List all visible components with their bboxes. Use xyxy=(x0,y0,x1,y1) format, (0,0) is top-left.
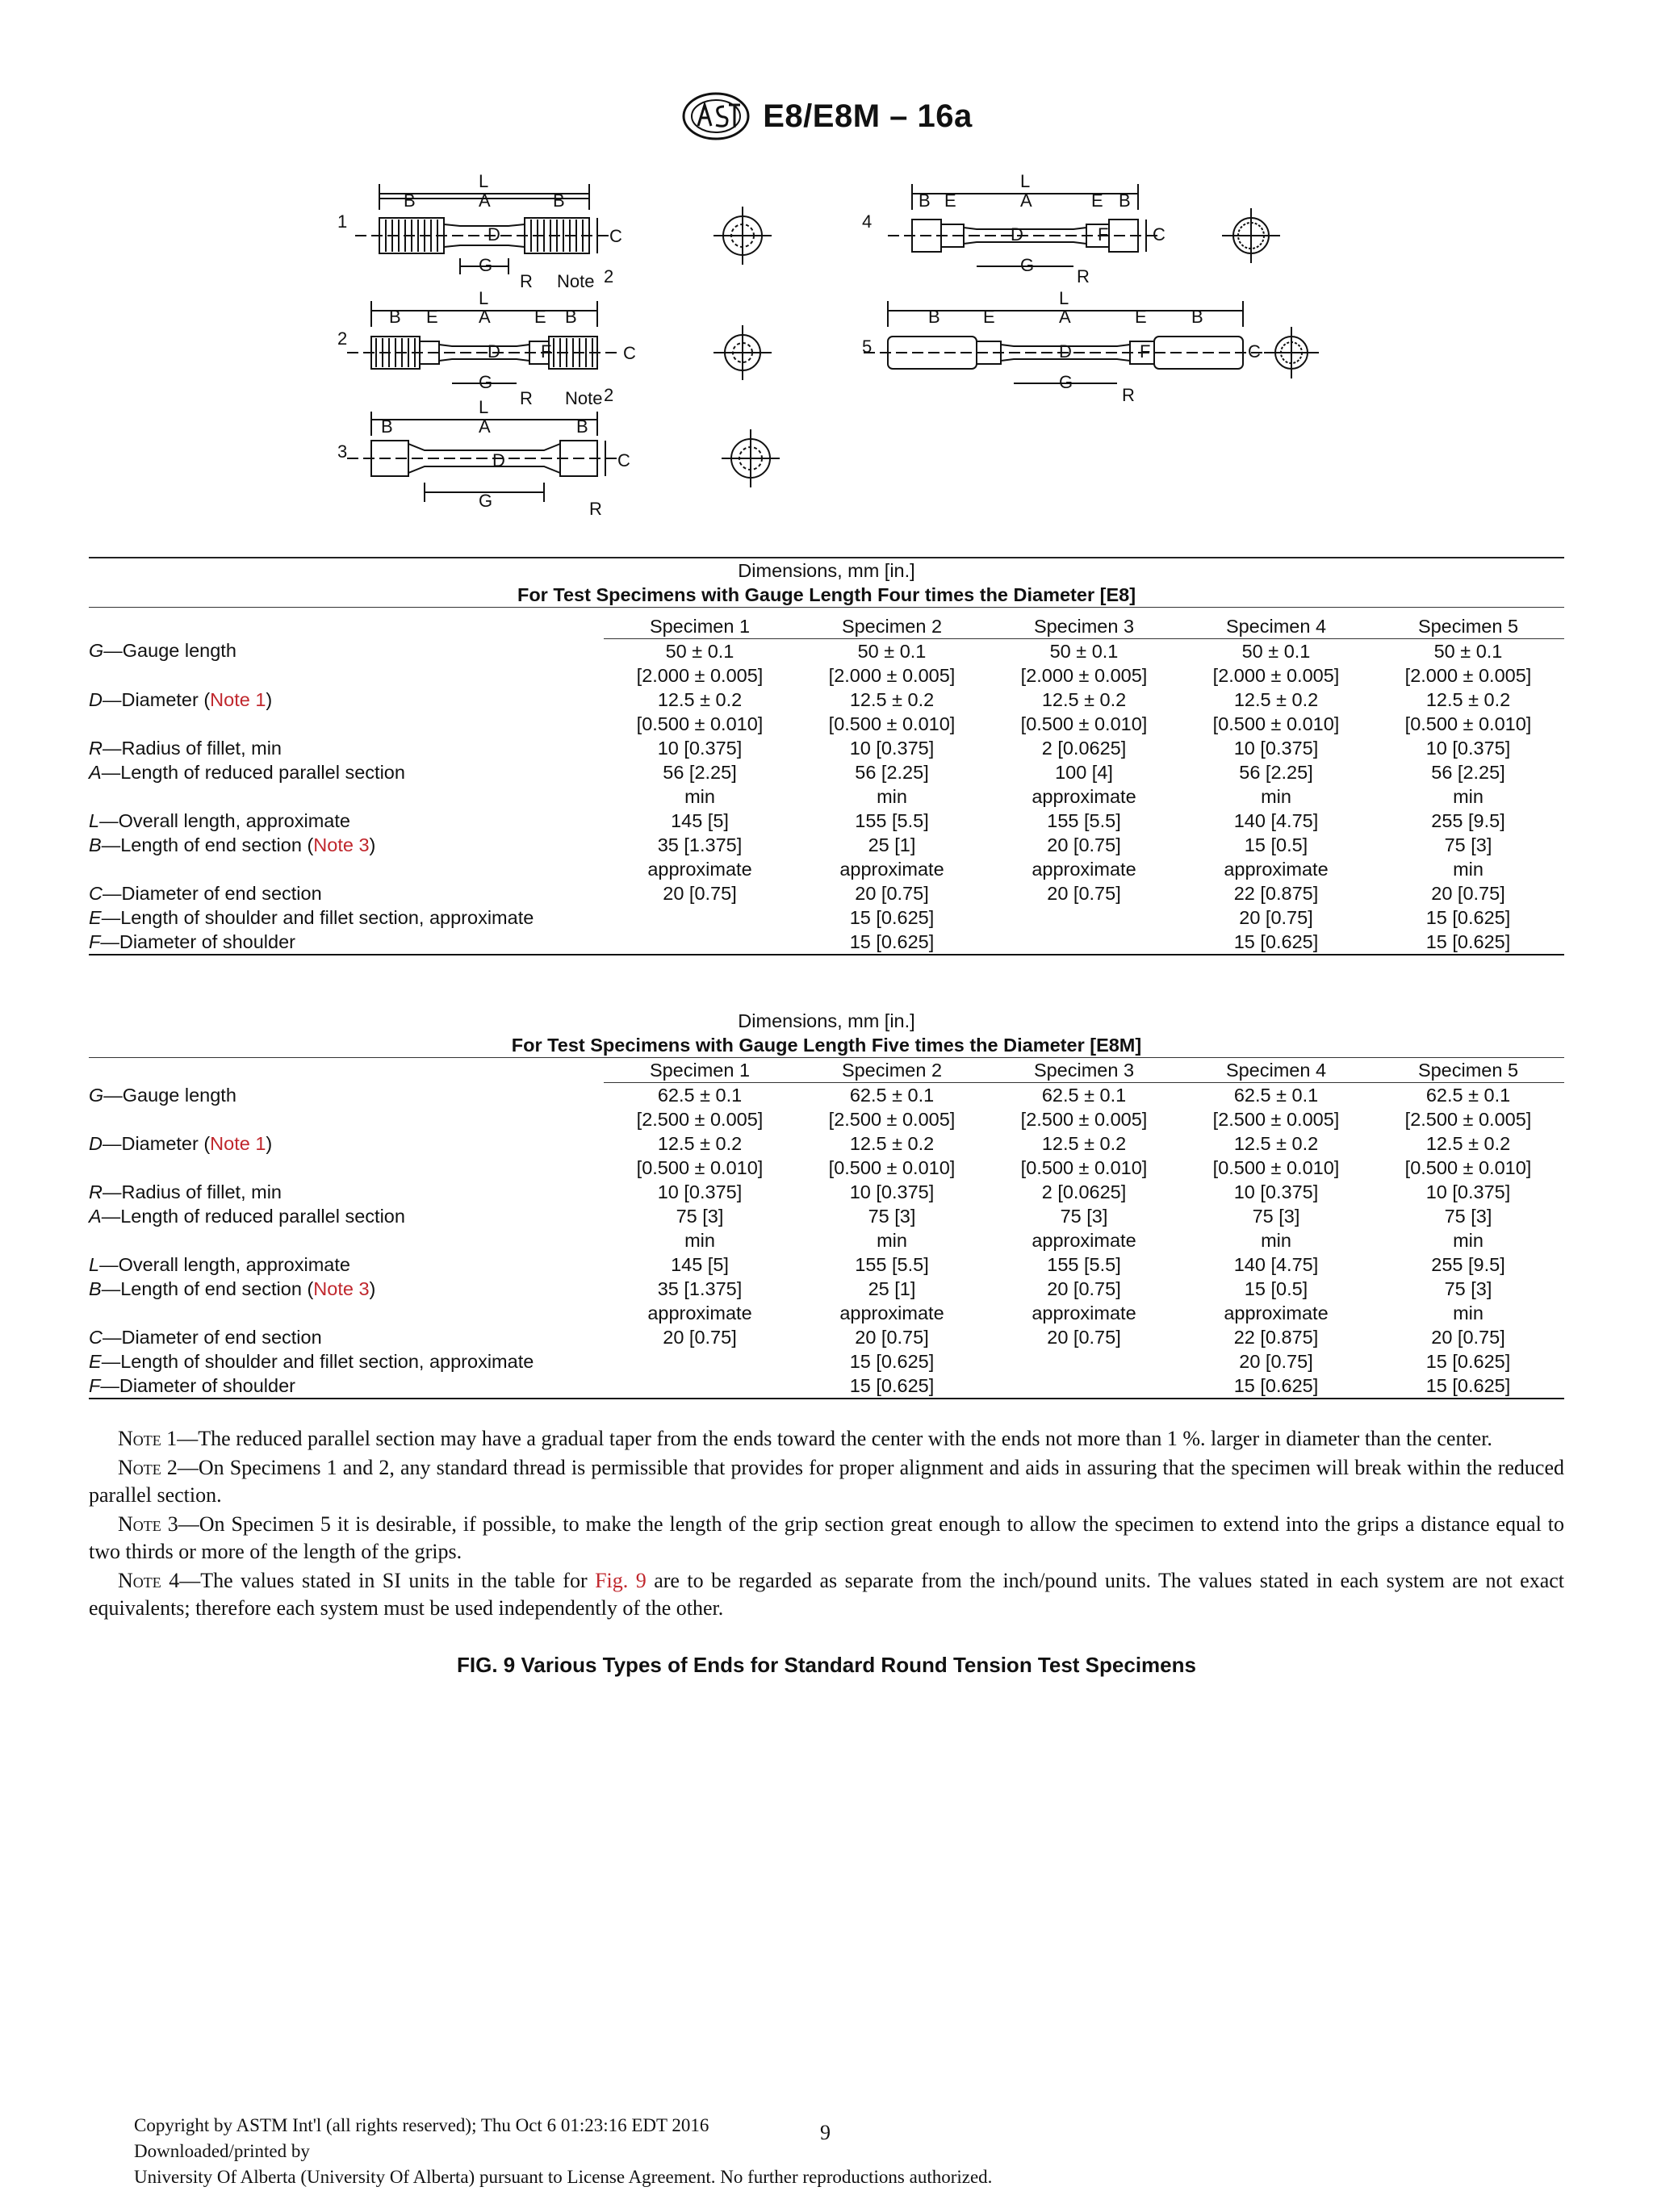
table-cell: [0.500 ± 0.010] xyxy=(1212,1157,1340,1178)
table-cell xyxy=(988,1349,1180,1374)
table-row xyxy=(89,1204,1564,1228)
table-cell: [0.500 ± 0.010] xyxy=(1404,713,1532,734)
table-cell: 20 [0.75] xyxy=(1047,1327,1121,1348)
table-cell xyxy=(604,905,796,930)
table-e8m-col-4: Specimen 4 xyxy=(1180,1058,1372,1083)
svg-text:G: G xyxy=(1020,255,1035,275)
svg-text:C: C xyxy=(609,226,622,246)
table-cell: min xyxy=(1453,858,1484,880)
svg-text:A: A xyxy=(479,190,491,211)
row-label xyxy=(89,663,604,688)
table-cell: 145 [5] xyxy=(671,809,729,831)
table-cell: [0.500 ± 0.010] xyxy=(828,1157,956,1178)
table-cell: 20 [0.75] xyxy=(1047,882,1121,904)
table-e8-title: For Test Specimens with Gauge Length Four times the Diameter [E8] xyxy=(517,584,1136,605)
table-cell: approximate xyxy=(1032,785,1136,807)
table-row xyxy=(89,1374,1564,1399)
table-cell: 75 [3] xyxy=(676,1206,724,1227)
table-row xyxy=(89,809,1564,833)
table-cell: 10 [0.375] xyxy=(1425,1181,1511,1202)
table-row xyxy=(89,1301,1564,1325)
table-cell xyxy=(988,930,1180,955)
specimen-number-2: 2 xyxy=(337,328,348,349)
svg-text:A: A xyxy=(1020,190,1032,211)
row-label xyxy=(89,1301,604,1325)
specimen-2-drawing xyxy=(347,301,772,383)
table-cell: approximate xyxy=(647,858,752,880)
table-cell: 255 [9.5] xyxy=(1431,809,1505,831)
svg-text:D: D xyxy=(488,224,500,245)
svg-text:B: B xyxy=(919,190,931,211)
svg-text:L: L xyxy=(1020,171,1031,191)
table-cell: 10 [0.375] xyxy=(849,737,935,759)
row-label: F—Diameter of shoulder xyxy=(89,1375,295,1396)
table-cell: 12.5 ± 0.2 xyxy=(657,688,743,710)
table-cell: 15 [0.5] xyxy=(1244,834,1308,855)
svg-text:E: E xyxy=(534,307,546,327)
table-cell: 75 [3] xyxy=(868,1206,916,1227)
table-cell: [0.500 ± 0.010] xyxy=(1020,1157,1148,1178)
table-cell: [2.000 ± 0.005] xyxy=(1212,664,1340,686)
table-e8-col-2: Specimen 2 xyxy=(796,608,988,638)
row-label: R—Radius of fillet, min xyxy=(89,737,282,759)
table-cell: min xyxy=(1453,1230,1484,1251)
row-label: A—Length of reduced parallel section xyxy=(89,1206,405,1227)
table-e8-units: Dimensions, mm [in.] xyxy=(738,560,915,581)
note-reference-link[interactable]: Note 1 xyxy=(210,1133,266,1154)
svg-text:Note: Note xyxy=(557,271,595,291)
table-row xyxy=(89,712,1564,736)
svg-text:F: F xyxy=(1140,341,1151,362)
table-cell: 15 [0.5] xyxy=(1244,1278,1308,1299)
table-cell: 12.5 ± 0.2 xyxy=(1041,1133,1127,1154)
row-label: B—Length of end section (Note 3) xyxy=(89,1278,376,1299)
table-cell: 100 [4] xyxy=(1055,761,1113,783)
table-cell: 62.5 ± 0.1 xyxy=(1041,1085,1127,1106)
table-cell: 2 [0.0625] xyxy=(1041,1181,1127,1202)
specimen-number-3: 3 xyxy=(337,441,348,462)
svg-text:E: E xyxy=(944,190,956,211)
table-cell: 140 [4.75] xyxy=(1233,809,1319,831)
table-cell: 15 [0.625] xyxy=(849,906,935,928)
table-cell: min xyxy=(684,1230,715,1251)
table-cell: 50 ± 0.1 xyxy=(857,640,927,662)
svg-text:C: C xyxy=(1248,341,1261,362)
page-header xyxy=(0,90,1653,146)
astm-logo-icon xyxy=(680,90,751,142)
table-cell xyxy=(604,930,796,955)
svg-text:R: R xyxy=(520,388,533,408)
table-row xyxy=(89,1349,1564,1374)
svg-text:E: E xyxy=(1135,307,1147,327)
svg-text:A: A xyxy=(479,307,491,327)
table-cell: 20 [0.75] xyxy=(663,882,737,904)
table-cell: 22 [0.875] xyxy=(1233,882,1319,904)
table-cell: 22 [0.875] xyxy=(1233,1327,1319,1348)
row-label: C—Diameter of end section xyxy=(89,1327,322,1348)
table-cell: 62.5 ± 0.1 xyxy=(849,1085,935,1106)
svg-text:C: C xyxy=(1153,224,1165,245)
table-cell: [2.000 ± 0.005] xyxy=(1404,664,1532,686)
svg-text:A: A xyxy=(1059,307,1071,327)
table-row xyxy=(89,688,1564,712)
table-cell: 75 [3] xyxy=(1444,1278,1492,1299)
table-cell: 15 [0.625] xyxy=(1425,930,1511,952)
table-cell: approximate xyxy=(1032,1303,1136,1323)
table-cell xyxy=(604,1349,796,1374)
svg-text:D: D xyxy=(492,450,505,470)
specimen-drawings xyxy=(323,161,1356,533)
svg-text:L: L xyxy=(1059,288,1069,308)
footer-downloaded: Downloaded/printed by xyxy=(134,2141,310,2161)
table-cell: 15 [0.625] xyxy=(849,930,935,952)
table-cell: 255 [9.5] xyxy=(1431,1254,1505,1275)
svg-text:C: C xyxy=(617,450,630,470)
table-cell: min xyxy=(1453,1303,1484,1323)
row-label xyxy=(89,857,604,881)
table-cell: 15 [0.625] xyxy=(1233,930,1319,952)
table-e8m-body xyxy=(89,1083,1564,1399)
table-cell: 20 [0.75] xyxy=(1047,1278,1121,1299)
svg-text:L: L xyxy=(479,171,489,191)
table-e8-col-5: Specimen 5 xyxy=(1372,608,1564,638)
table-cell: 15 [0.625] xyxy=(849,1375,935,1396)
table-e8-col-3: Specimen 3 xyxy=(988,608,1180,638)
svg-text:B: B xyxy=(389,307,401,327)
row-label xyxy=(89,1156,604,1180)
svg-text:B: B xyxy=(404,190,416,211)
svg-text:G: G xyxy=(479,491,493,511)
table-cell: 10 [0.375] xyxy=(849,1181,935,1202)
svg-text:Note: Note xyxy=(565,388,603,408)
row-label xyxy=(89,784,604,809)
table-e8m-col-5: Specimen 5 xyxy=(1372,1058,1564,1083)
table-cell: 12.5 ± 0.2 xyxy=(849,688,935,710)
table-cell: 12.5 ± 0.2 xyxy=(1233,1133,1319,1154)
svg-text:B: B xyxy=(1119,190,1131,211)
table-cell: min xyxy=(684,785,715,807)
svg-text:A: A xyxy=(479,416,491,437)
table-cell: 20 [0.75] xyxy=(1431,882,1505,904)
table-row xyxy=(89,905,1564,930)
table-cell xyxy=(604,1374,796,1399)
page-footer xyxy=(134,2113,992,2190)
note-2: Note 2—On Specimens 1 and 2, any standard thread is permissible that provides for proper alignment and aids in assuring that the specimen will break within the reduced parallel section. xyxy=(89,1456,1564,1507)
table-cell: 56 [2.25] xyxy=(1431,761,1505,783)
table-cell: 20 [0.75] xyxy=(1047,834,1121,855)
table-cell: [0.500 ± 0.010] xyxy=(1020,713,1148,734)
table-cell: 20 [0.75] xyxy=(663,1327,737,1348)
svg-text:B: B xyxy=(928,307,940,327)
table-row xyxy=(89,1277,1564,1301)
fig-9-link[interactable]: Fig. 9 xyxy=(595,1569,647,1592)
table-cell: 35 [1.375] xyxy=(657,1278,743,1299)
svg-text:L: L xyxy=(479,288,489,308)
table-e8-col-1: Specimen 1 xyxy=(604,608,796,638)
figure-caption: FIG. 9 Various Types of Ends for Standard Round Tension Test Specimens xyxy=(457,1653,1196,1677)
table-cell: 2 [0.0625] xyxy=(1041,737,1127,759)
svg-text:B: B xyxy=(1191,307,1203,327)
table-cell: 35 [1.375] xyxy=(657,834,743,855)
table-cell: 12.5 ± 0.2 xyxy=(849,1133,935,1154)
footer-license: University Of Alberta (University Of Alberta) pursuant to License Agreement. No further reproductions authorized. xyxy=(134,2167,993,2187)
table-cell: [0.500 ± 0.010] xyxy=(1404,1157,1532,1178)
table-cell: [2.500 ± 0.005] xyxy=(1020,1109,1148,1130)
svg-text:F: F xyxy=(541,341,552,362)
note-reference-link[interactable]: Note 3 xyxy=(313,834,370,855)
table-cell: 15 [0.625] xyxy=(1425,906,1511,928)
svg-text:R: R xyxy=(520,271,533,291)
svg-text:E: E xyxy=(1091,190,1103,211)
table-cell: [2.500 ± 0.005] xyxy=(828,1109,956,1130)
note-reference-link[interactable]: Note 1 xyxy=(210,688,266,710)
notes-section xyxy=(89,1425,1564,1624)
table-e8-grid xyxy=(89,608,1564,955)
note-reference-link[interactable]: Note 3 xyxy=(313,1278,370,1299)
table-cell: 50 ± 0.1 xyxy=(1049,640,1119,662)
table-cell: 62.5 ± 0.1 xyxy=(657,1085,743,1106)
svg-text:B: B xyxy=(565,307,577,327)
table-row xyxy=(89,736,1564,760)
table-row xyxy=(89,881,1564,905)
table-cell: 20 [0.75] xyxy=(1431,1327,1505,1348)
table-e8-col-4: Specimen 4 xyxy=(1180,608,1372,638)
table-cell: 50 ± 0.1 xyxy=(665,640,734,662)
table-cell: [2.500 ± 0.005] xyxy=(1404,1109,1532,1130)
note-4: Note 4—The values stated in SI units in the table for Fig. 9 are to be regarded as separate from the inch/pound units. The values stated in each system are not exact equivalents; therefore each system must be used independently of the other. xyxy=(89,1569,1565,1620)
row-label: B—Length of end section (Note 3) xyxy=(89,834,376,855)
svg-text:R: R xyxy=(1077,266,1090,286)
table-cell: 10 [0.375] xyxy=(1425,737,1511,759)
table-e8m-col-3: Specimen 3 xyxy=(988,1058,1180,1083)
table-row xyxy=(89,760,1564,784)
row-label xyxy=(89,1107,604,1131)
table-cell: 62.5 ± 0.1 xyxy=(1233,1085,1319,1106)
note-3: Note 3—On Specimen 5 it is desirable, if possible, to make the length of the grip section great enough to allow the specimen to extend into the grips a distance equal to two thirds or more of the length of the grips. xyxy=(89,1512,1564,1563)
table-cell: 75 [3] xyxy=(1444,1206,1492,1227)
table-cell: 20 [0.75] xyxy=(855,882,929,904)
table-cell: [0.500 ± 0.010] xyxy=(636,713,764,734)
row-label: F—Diameter of shoulder xyxy=(89,930,295,952)
table-cell: 75 [3] xyxy=(1252,1206,1300,1227)
table-cell: 12.5 ± 0.2 xyxy=(657,1133,743,1154)
table-cell: 56 [2.25] xyxy=(663,761,737,783)
table-e8m-col-1: Specimen 1 xyxy=(604,1058,796,1083)
table-cell: 140 [4.75] xyxy=(1233,1254,1319,1275)
table-row xyxy=(89,1228,1564,1252)
table-row xyxy=(89,1325,1564,1349)
table-cell: 15 [0.625] xyxy=(1425,1351,1511,1372)
table-cell: min xyxy=(1261,785,1291,807)
table-row xyxy=(89,1107,1564,1131)
table-e8 xyxy=(89,557,1564,955)
table-row xyxy=(89,1156,1564,1180)
specimen-number-4: 4 xyxy=(862,211,873,232)
table-cell: approximate xyxy=(1032,1230,1136,1251)
table-cell: [2.000 ± 0.005] xyxy=(1020,664,1148,686)
specimen-number-5: 5 xyxy=(862,337,873,357)
table-cell: approximate xyxy=(1032,858,1136,880)
row-label: A—Length of reduced parallel section xyxy=(89,761,405,783)
row-label: E—Length of shoulder and fillet section, approximate xyxy=(89,1351,534,1372)
row-label: L—Overall length, approximate xyxy=(89,1254,350,1275)
svg-text:G: G xyxy=(479,255,493,275)
table-cell: 10 [0.375] xyxy=(1233,737,1319,759)
table-cell: 20 [0.75] xyxy=(1239,1351,1313,1372)
table-cell: min xyxy=(877,785,907,807)
row-label xyxy=(89,1228,604,1252)
table-cell: 15 [0.625] xyxy=(1233,1375,1319,1396)
table-cell: 12.5 ± 0.2 xyxy=(1041,688,1127,710)
table-row xyxy=(89,638,1564,663)
table-cell: 12.5 ± 0.2 xyxy=(1425,688,1511,710)
table-row xyxy=(89,857,1564,881)
svg-text:B: B xyxy=(553,190,565,211)
specimen-number-1: 1 xyxy=(337,211,348,232)
table-row xyxy=(89,1083,1564,1108)
table-cell: 10 [0.375] xyxy=(657,1181,743,1202)
table-e8-body xyxy=(89,638,1564,955)
svg-text:D: D xyxy=(1011,224,1023,245)
svg-text:2: 2 xyxy=(604,266,614,286)
table-cell: approximate xyxy=(1224,858,1329,880)
table-cell: 56 [2.25] xyxy=(855,761,929,783)
table-cell: 10 [0.375] xyxy=(657,737,743,759)
svg-text:E: E xyxy=(426,307,438,327)
table-cell: 155 [5.5] xyxy=(855,1254,929,1275)
table-cell: 155 [5.5] xyxy=(1047,809,1121,831)
svg-text:D: D xyxy=(1059,341,1072,362)
footer-copyright: Copyright by ASTM Int'l (all rights reserved); Thu Oct 6 01:23:16 EDT 2016 xyxy=(134,2115,709,2135)
table-cell: approximate xyxy=(839,1303,944,1323)
table-cell: 62.5 ± 0.1 xyxy=(1425,1085,1511,1106)
svg-text:G: G xyxy=(1059,372,1073,392)
table-e8m xyxy=(89,1009,1564,1399)
svg-text:L: L xyxy=(479,397,489,417)
table-cell xyxy=(988,1374,1180,1399)
row-label: L—Overall length, approximate xyxy=(89,809,350,831)
note-1: Note 1—The reduced parallel section may have a gradual taper from the ends toward the center with the ends not more than 1 %. larger in diameter than the center. xyxy=(118,1427,1492,1450)
svg-text:G: G xyxy=(479,372,493,392)
table-cell: 25 [1] xyxy=(868,1278,916,1299)
table-cell: 12.5 ± 0.2 xyxy=(1233,688,1319,710)
table-row xyxy=(89,663,1564,688)
table-cell: 20 [0.75] xyxy=(1239,906,1313,928)
table-row xyxy=(89,784,1564,809)
row-label: E—Length of shoulder and fillet section, approximate xyxy=(89,906,534,928)
table-cell: 10 [0.375] xyxy=(1233,1181,1319,1202)
table-row xyxy=(89,1252,1564,1277)
svg-text:B: B xyxy=(576,416,588,437)
page-number: 9 xyxy=(820,2121,831,2144)
table-cell: 50 ± 0.1 xyxy=(1241,640,1311,662)
standard-designation: E8/E8M – 16a xyxy=(763,98,973,134)
table-row xyxy=(89,833,1564,857)
table-cell: min xyxy=(877,1230,907,1251)
table-row xyxy=(89,1180,1564,1204)
table-e8m-units: Dimensions, mm [in.] xyxy=(738,1010,915,1031)
table-row xyxy=(89,930,1564,955)
table-cell: approximate xyxy=(647,1303,752,1323)
table-cell: approximate xyxy=(1224,1303,1329,1323)
table-cell: [0.500 ± 0.010] xyxy=(828,713,956,734)
table-cell: min xyxy=(1453,785,1484,807)
table-cell: [2.500 ± 0.005] xyxy=(636,1109,764,1130)
table-cell: 145 [5] xyxy=(671,1254,729,1275)
table-cell: [2.000 ± 0.005] xyxy=(636,664,764,686)
table-e8m-title: For Test Specimens with Gauge Length Five times the Diameter [E8M] xyxy=(511,1035,1142,1056)
row-label: G—Gauge length xyxy=(89,1084,236,1106)
table-e8m-grid xyxy=(89,1058,1564,1399)
svg-text:B: B xyxy=(381,416,393,437)
row-label xyxy=(89,712,604,736)
row-label: R—Radius of fillet, min xyxy=(89,1181,282,1202)
svg-text:2: 2 xyxy=(604,385,614,405)
row-label: C—Diameter of end section xyxy=(89,882,322,904)
svg-text:D: D xyxy=(488,341,500,362)
table-cell: 15 [0.625] xyxy=(849,1351,935,1372)
table-row xyxy=(89,1131,1564,1156)
table-cell: min xyxy=(1261,1230,1291,1251)
table-cell: 12.5 ± 0.2 xyxy=(1425,1133,1511,1154)
table-cell: 25 [1] xyxy=(868,834,916,855)
table-cell: 20 [0.75] xyxy=(855,1327,929,1348)
row-label: D—Diameter (Note 1) xyxy=(89,688,273,710)
table-cell: 75 [3] xyxy=(1444,834,1492,855)
row-label: D—Diameter (Note 1) xyxy=(89,1133,273,1154)
svg-text:R: R xyxy=(589,499,602,519)
svg-text:E: E xyxy=(983,307,995,327)
table-e8m-col-2: Specimen 2 xyxy=(796,1058,988,1083)
table-cell: 15 [0.625] xyxy=(1425,1375,1511,1396)
row-label: G—Gauge length xyxy=(89,640,236,661)
table-cell: [2.500 ± 0.005] xyxy=(1212,1109,1340,1130)
table-cell: 155 [5.5] xyxy=(855,809,929,831)
svg-text:C: C xyxy=(623,343,636,363)
table-cell: 75 [3] xyxy=(1060,1206,1108,1227)
svg-text:F: F xyxy=(1098,224,1109,245)
svg-text:R: R xyxy=(1122,385,1135,405)
table-cell xyxy=(988,905,1180,930)
table-cell: 56 [2.25] xyxy=(1239,761,1313,783)
table-cell: 50 ± 0.1 xyxy=(1433,640,1503,662)
table-cell: [0.500 ± 0.010] xyxy=(1212,713,1340,734)
table-cell: [0.500 ± 0.010] xyxy=(636,1157,764,1178)
table-cell: 155 [5.5] xyxy=(1047,1254,1121,1275)
specimen-3-drawing xyxy=(347,412,780,502)
table-cell: approximate xyxy=(839,858,944,880)
table-cell: [2.000 ± 0.005] xyxy=(828,664,956,686)
